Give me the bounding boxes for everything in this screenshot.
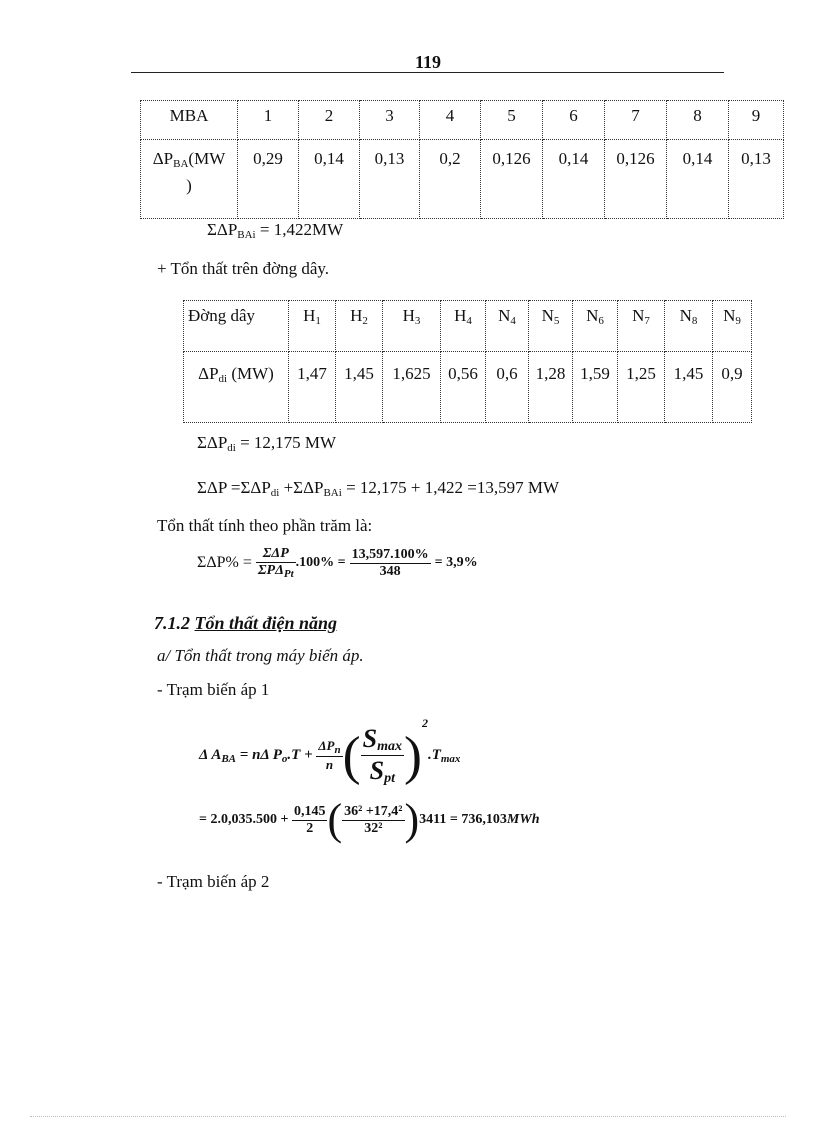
table-cell: 0,14 <box>667 140 729 219</box>
row-label-cell: $\Delta P_{di}$ (MW) <box>184 352 289 423</box>
table-cell: 0,6 <box>486 352 529 423</box>
transformer-loss-table <box>140 100 784 219</box>
table-cell: $H_3$ <box>383 301 441 352</box>
subsection-a: a/ Tổn thất trong máy biến áp. <box>157 646 364 665</box>
table-cell: 0,2 <box>420 140 481 219</box>
table-cell: 1,625 <box>383 352 441 423</box>
table-cell: 5 <box>481 101 543 140</box>
table-cell: 1,28 <box>529 352 573 423</box>
formula-energy-loss: Δ $A_{BA} = n\Delta$ $P_o.T$ + $\frac{\Delta P_n}{n}$ ( $\frac{S_{max}}{S_{pt}}$ )$^2.T_{max}$ <box>199 716 461 787</box>
table-cell: $H_4$ <box>441 301 486 352</box>
sum-line-loss: $\Sigma\Delta P_{di} = 12,175$ MW <box>197 433 337 454</box>
table-cell: 0,29 <box>238 140 299 219</box>
table-cell: $N_7$ <box>618 301 665 352</box>
table-cell: 0,14 <box>543 140 605 219</box>
line-loss-table <box>183 300 752 423</box>
table-cell: 1,25 <box>618 352 665 423</box>
table-cell: $N_6$ <box>573 301 618 352</box>
table-cell: 0,126 <box>605 140 667 219</box>
table-cell: 0,126 <box>481 140 543 219</box>
table-cell: 1,45 <box>336 352 383 423</box>
table-cell: 1,59 <box>573 352 618 423</box>
table-header-row <box>184 301 752 352</box>
table-cell: $N_5$ <box>529 301 573 352</box>
header-rule <box>131 72 724 73</box>
table-cell: MBA <box>141 101 238 140</box>
table-cell: 2 <box>299 101 360 140</box>
table-cell: 0,9 <box>713 352 752 423</box>
line-losses-title: + Tổn thất trên đờng dây. <box>157 259 330 278</box>
table-cell: 1 <box>238 101 299 140</box>
table-cell: 3 <box>360 101 420 140</box>
station-1-label: - Trạm biến áp 1 <box>157 680 270 699</box>
station-2-label: - Trạm biến áp 2 <box>157 872 270 891</box>
table-row <box>141 140 784 219</box>
table-cell: 0,13 <box>729 140 784 219</box>
table-cell: 0,56 <box>441 352 486 423</box>
section-heading: 7.1.2 Tổn thất điện năng <box>154 613 338 633</box>
table-cell: $N_8$ <box>665 301 713 352</box>
sum-total-loss: $\Sigma\Delta P =\Sigma\Delta P_{di} +\Sigma\Delta P_{BAi} = 12,175 + 1,422 =13,597$ MW <box>197 478 559 499</box>
table-header-row <box>141 101 784 140</box>
fraction-loss-ratio: $\frac{\text{ΣΔP}}{\Sigma P\Delta_{Pt}}$ <box>257 546 294 580</box>
percent-equation: ΣΔP% = $\frac{\text{ΣΔP}}{\Sigma P\Delta_{Pt}}$ .100% = $\frac{13,597.100\%}{348}$ = 3,9% <box>197 546 478 580</box>
table-cell: 6 <box>543 101 605 140</box>
table-cell: $N_4$ <box>486 301 529 352</box>
sum-transformer-loss: $\Sigma\Delta P_{BAi} = 1,422MW$ <box>207 220 344 241</box>
table-cell: $H_2$ <box>336 301 383 352</box>
table-cell: 8 <box>667 101 729 140</box>
page-number: 119 <box>414 52 441 72</box>
table-row <box>184 352 752 423</box>
table-cell: 1,47 <box>289 352 336 423</box>
table-cell: 1,45 <box>665 352 713 423</box>
table-cell: 9 <box>729 101 784 140</box>
row-label-cell: $\Delta P_{BA}(MW$ ) <box>141 140 238 219</box>
page-bottom-divider <box>30 1116 786 1117</box>
table-cell: Đờng dây <box>184 301 289 352</box>
table-cell: 0,14 <box>299 140 360 219</box>
table-cell: $N_9$ <box>713 301 752 352</box>
table-cell: 7 <box>605 101 667 140</box>
table-cell: 0,13 <box>360 140 420 219</box>
table-cell: 4 <box>420 101 481 140</box>
percent-intro: Tổn thất tính theo phần trăm là: <box>157 516 373 535</box>
fraction-numeric: $\frac{13,597.100\%}{348}$ <box>351 546 429 579</box>
table-cell: $H_1$ <box>289 301 336 352</box>
formula-energy-loss-numeric: = 2.0,035.500 + $\frac{0,145}{2}$ ( $\frac{\text{36² +17,4²}}{\text{32²}}$ )3411 = 736,103MWh <box>199 795 540 844</box>
